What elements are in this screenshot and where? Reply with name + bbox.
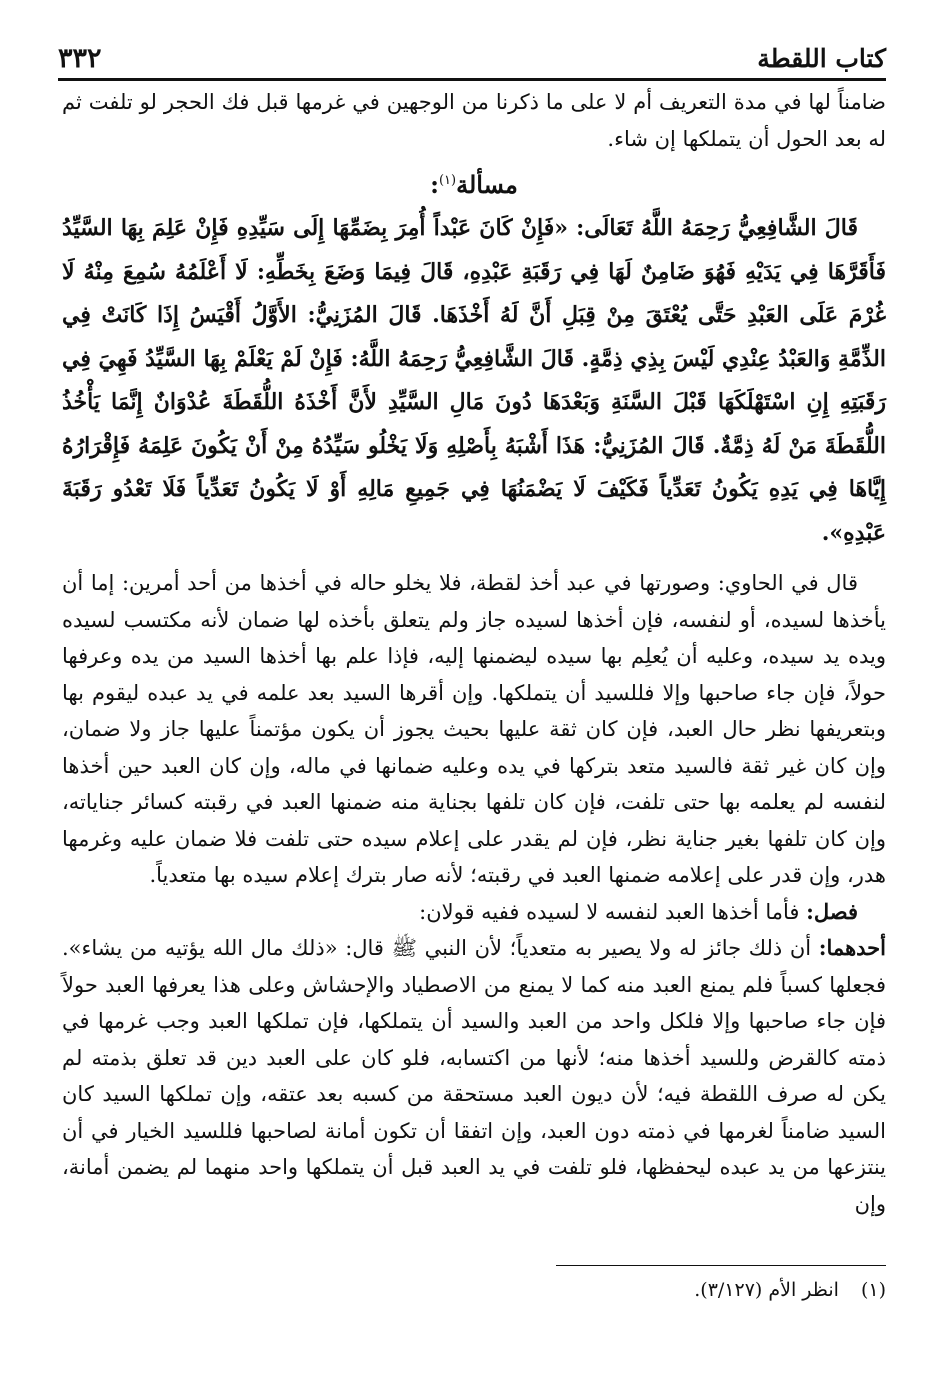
header-rule	[58, 78, 886, 81]
heading-footnote-ref: (١)	[438, 173, 457, 188]
footnote	[286, 1275, 886, 1305]
fasl-text: فأما أخذها العبد لنفسه لا لسيده ففيه قولان:	[419, 899, 807, 924]
paragraph-intro: ضامناً لها في مدة التعريف أم لا على ما ذكرنا من الوجهين في غرمها قبل فك الحجر لو تلفت ثم له بعد الحول أن يتملكها إن شاء.	[62, 90, 886, 151]
page-body	[62, 84, 886, 1222]
footnote-text: انظر الأم (٣/١٢٧).	[694, 1279, 839, 1301]
first-opinion-text: أن ذلك جائز له ولا يصير به متعدياً؛ لأن النبي ﷺ قال: «ذلك مال الله يؤتيه من يشاء». فجعلها كسباً فلم يمنع العبد منه كما لا يمنع من الاصطياد والإحشاش وعلى هذا يعرفها العبد حولاً فإن جاء صاحبها وإلا فلكل واحد من العبد والسيد أن يتملكها، فإن تملكها العبد وجب غرمها في ذمته كالقرض وللسيد أخذها منه؛ لأنها من اكتسابه، فلو كان على العبد دين قد تعلق بذمته لم يكن له صرف اللقطة فيه؛ لأن ديون العبد مستحقة من كسبه بعد عتقه، وإن تملكها السيد كان السيد ضامناً لغرمها في ذمته دون العبد، وإن اتفقا أن تكون أمانة لصاحبها فللسيد الخيار في أن ينتزعها من يد عبده ليحفظها، فلو تلفت في يد العبد قبل أن يتملكها واحد منهما لم يضمن أمانة، وإن	[62, 936, 886, 1216]
fasl-label: فصل:	[806, 898, 858, 924]
quoted-text: قَالَ الشَّافِعِيُّ رَحِمَهُ اللَّهُ تَعَالَى: «فَإِنْ كَانَ عَبْداً أُمِرَ بِضَمِّهَا إِلَى سَيِّدِهِ فَإِنْ عَلِمَ بِهَا السَّيِّدُ فَأَقَرَّهَا فِي يَدَيْهِ فَهُوَ ضَامِنٌ لَهَا فِي رَقَبَةِ عَبْدِهِ، قَالَ فِيمَا وَضَعَ بِخَطِّهِ: لَا أَعْلَمُهُ سُمِعَ مِنْهُ لَا غُرْمَ عَلَى العَبْدِ حَتَّى يُعْتَقَ مِنْ قِبَلِ أَنَّ لَهُ أَخْذَهَا. قَالَ المُزَنِيُّ: الأَوَّلُ أَقْيَسُ إِذَا كَانَتْ فِي الذِّمَّةِ وَالعَبْدُ عِنْدِي لَيْسَ بِذِي ذِمَّةٍ. قَالَ الشَّافِعِيُّ رَحِمَهُ اللَّهُ: فَإِنْ لَمْ يَعْلَمْ بِهَا السَّيِّدُ فَهِيَ فِي رَقَبَتِهِ إِنِ اسْتَهْلَكَهَا قَبْلَ السَّنَةِ وَبَعْدَهَا دُونَ مَالِ السَّيِّدِ لأَنَّ أَخْذَهُ اللُّقَطَةَ عُدْوَانٌ إِنَّمَا يَأْخُذُ اللُّقَطَةَ مَنْ لَهُ ذِمَّةٌ. قَالَ المُزَنِيُّ: هَذَا أَشْبَهُ بِأَصْلِهِ وَلَا يَخْلُو سَيِّدُهُ مِنْ أَنْ يَكُونَ عَلِمَهُ فَإِقْرَارُهُ إِيَّاهَا فِي يَدِهِ يَكُونُ تَعَدِّياً فَكَيْفَ لَا يَضْمَنُهَا فِي جَمِيعِ مَالِهِ أَوْ لَا يَكُونُ تَعَدِّياً فَلَا تَعْدُو رَقَبَةَ عَبْدِهِ».	[62, 215, 887, 546]
footnote-rule	[556, 1265, 886, 1266]
page-number: ٣٣٢	[58, 43, 102, 74]
book-title: كتاب اللقطة	[757, 44, 886, 73]
first-opinion-label: أحدهما:	[818, 935, 886, 960]
heading-colon: :	[430, 170, 439, 199]
paragraph-fasl	[62, 894, 886, 931]
running-header	[58, 36, 886, 76]
paragraph-commentary: قال في الحاوي: وصورتها في عبد أخذ لقطة، فلا يخلو حاله في أخذها من أحد أمرين: إما أن يأخذها لسيده، أو لنفسه، فإن أخذها لسيده جاز ولم يتعلق بأخذه لها ضمان لأنه مكتسب لسيده ويده يد سيده، وعليه أن يُعلِم بها سيده ليضمنها إليه، فإذا علم بها أخذها السيد من يده وعرفها حولاً، فإن جاء صاحبها وإلا فللسيد أن يتملكها. وإن أقرها السيد بعد علمه في يد عبده ليقوم بها وبتعريفها نظر حال العبد، فإن كان ثقة عليها بحيث يجوز أن يكون مؤتمناً عليها جاز ولا ضمان، وإن كان غير ثقة فالسيد متعد بتركها في يده وعليه ضمانها في ماله، وإن كان العبد حين أخذها لنفسه لم يعلمه بها حتى تلفت، فإن كان تلفها بجناية منه ضمنها العبد في رقبته كسائر جناياته، وإن كان تلفها بغير جناية نظر، فإن لم يقدر على إعلام سيده حتى تلفت فلا ضمان عليه وغرمها هدر، وإن قدر على إعلامه ضمنها العبد في رقبته؛ لأنه صار بترك إعلام سيده بها متعدياً.	[62, 571, 886, 887]
section-heading	[62, 163, 886, 203]
paragraph-first-opinion	[62, 930, 886, 1222]
heading-text: مسألة	[456, 170, 518, 199]
footnote-number: (١)	[860, 1279, 886, 1301]
